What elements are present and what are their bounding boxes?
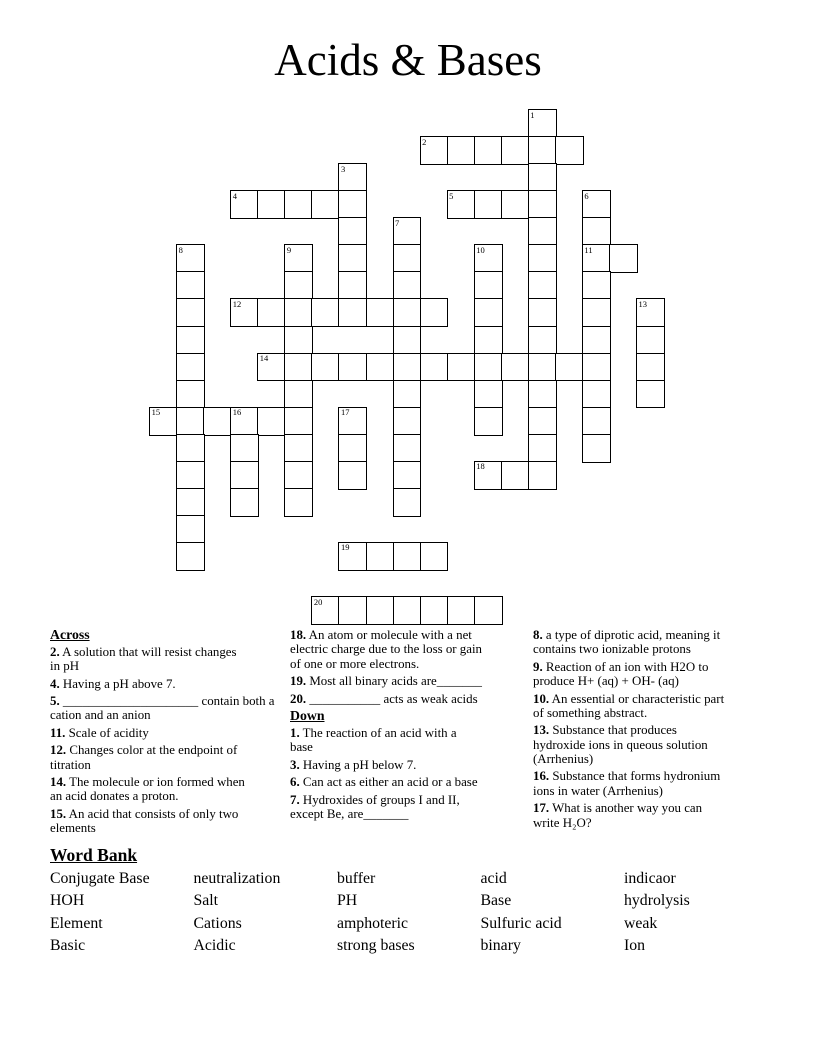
- grid-cell[interactable]: [528, 353, 557, 382]
- grid-cell[interactable]: [284, 380, 313, 409]
- grid-cell[interactable]: [176, 407, 205, 436]
- grid-cell[interactable]: [528, 217, 557, 246]
- grid-cell[interactable]: [257, 190, 286, 219]
- grid-cell-5[interactable]: [447, 190, 476, 219]
- grid-cell[interactable]: [393, 353, 422, 382]
- clue-text: An essential or characteristic part of something abstract.: [533, 691, 725, 720]
- cell-number: 17: [340, 407, 350, 418]
- grid-cell[interactable]: [420, 298, 449, 327]
- word-bank-item: Base: [480, 892, 512, 910]
- grid-cell[interactable]: [582, 407, 611, 436]
- clue-text: An atom or molecule with a net electric charge due to the loss or gain of one or more electrons.: [290, 628, 482, 671]
- grid-cell[interactable]: [284, 353, 313, 382]
- grid-cell[interactable]: [176, 353, 205, 382]
- grid-cell[interactable]: [447, 596, 476, 625]
- grid-cell[interactable]: [582, 353, 611, 382]
- clue-number: 18.: [290, 628, 307, 642]
- clues-column-right: [533, 628, 771, 833]
- grid-cell[interactable]: [393, 380, 422, 409]
- grid-cell[interactable]: [366, 353, 395, 382]
- clue-text: Substance that produces hydroxide ions in queous solution (Arrhenius): [533, 723, 708, 766]
- clues-column-middle: [290, 628, 526, 824]
- grid-cell[interactable]: [230, 434, 259, 463]
- grid-cell[interactable]: [501, 461, 530, 490]
- clue-number: 8.: [533, 628, 543, 642]
- clue-number: 9.: [533, 659, 543, 674]
- clue-number: 5.: [50, 694, 60, 709]
- word-bank-item: acid: [480, 870, 507, 887]
- cell-number: 6: [584, 190, 589, 201]
- grid-cell[interactable]: [528, 326, 557, 355]
- grid-cell[interactable]: [582, 380, 611, 409]
- clue-text: Having a pH below 7.: [299, 757, 417, 772]
- grid-cell[interactable]: [284, 298, 313, 327]
- grid-cell[interactable]: [176, 271, 205, 300]
- clue-number: 7.: [290, 792, 300, 807]
- grid-cell[interactable]: [311, 298, 340, 327]
- cell-number: 2: [422, 136, 427, 147]
- grid-cell[interactable]: [338, 434, 367, 463]
- clue-number: 16.: [533, 769, 550, 784]
- grid-cell[interactable]: [393, 244, 422, 273]
- grid-cell-1[interactable]: [528, 109, 557, 138]
- clue-down-17: [533, 801, 771, 830]
- grid-cell-15[interactable]: [149, 407, 178, 436]
- grid-cell[interactable]: [474, 298, 503, 327]
- grid-cell[interactable]: [528, 380, 557, 409]
- grid-cell[interactable]: [284, 407, 313, 436]
- grid-cell[interactable]: [366, 596, 395, 625]
- grid-cell[interactable]: [338, 596, 367, 625]
- cell-number: 7: [395, 217, 400, 228]
- word-bank-heading: Word Bank: [50, 845, 138, 865]
- grid-cell[interactable]: [582, 298, 611, 327]
- grid-cell[interactable]: [501, 136, 530, 165]
- grid-cell[interactable]: [528, 461, 557, 490]
- grid-cell-9[interactable]: [284, 244, 313, 273]
- grid-cell-16[interactable]: [230, 407, 259, 436]
- grid-cell[interactable]: [393, 434, 422, 463]
- word-bank-item: hydrolysis: [624, 892, 690, 910]
- grid-cell[interactable]: [420, 596, 449, 625]
- clue-text: Can act as either an acid or a base: [299, 775, 478, 790]
- clue-number: 13.: [533, 723, 550, 738]
- cell-number: 13: [638, 298, 647, 309]
- word-bank-item: Cations: [193, 914, 242, 932]
- grid-cell[interactable]: [284, 488, 313, 517]
- grid-cell[interactable]: [528, 136, 557, 165]
- clue-text: Scale of acidity: [65, 725, 149, 740]
- cell-number: 19: [340, 542, 350, 553]
- grid-cell-18[interactable]: [474, 461, 503, 490]
- clue-number: 4.: [50, 676, 60, 691]
- clue-number: 12.: [50, 743, 67, 758]
- clue-text: ___________ acts as weak acids: [306, 691, 478, 706]
- clue-across-20: [290, 692, 526, 706]
- clue-number: 11.: [50, 725, 66, 740]
- clue-text: A solution that will resist changes in pH: [50, 644, 237, 674]
- word-bank-item: weak: [624, 914, 658, 932]
- across-heading: Across: [50, 627, 90, 642]
- clue-number: 1.: [290, 725, 300, 740]
- grid-cell[interactable]: [338, 271, 367, 300]
- word-bank-item: buffer: [337, 870, 376, 887]
- word-bank-item: PH: [337, 892, 358, 910]
- grid-cell[interactable]: [582, 271, 611, 300]
- grid-cell-3[interactable]: [338, 163, 367, 192]
- clue-number: 20.: [290, 691, 307, 706]
- grid-cell[interactable]: [555, 136, 584, 165]
- clues-column-left: [50, 628, 290, 839]
- cell-number: 10: [476, 244, 485, 255]
- grid-cell[interactable]: [393, 542, 422, 571]
- grid-cell[interactable]: [393, 271, 422, 300]
- word-bank-item: Element: [50, 914, 103, 932]
- word-bank-item: Sulfuric acid: [480, 914, 562, 932]
- grid-cell[interactable]: [474, 271, 503, 300]
- clue-text: Having a pH above 7.: [59, 676, 176, 691]
- grid-cell[interactable]: [474, 407, 503, 436]
- clue-number: 2.: [50, 644, 60, 659]
- word-bank-item: Ion: [624, 937, 646, 955]
- clue-down-9: [533, 660, 771, 689]
- grid-cell[interactable]: [474, 380, 503, 409]
- grid-cell-2[interactable]: [420, 136, 449, 165]
- clue-down-13: [533, 723, 771, 766]
- grid-cell[interactable]: [582, 217, 611, 246]
- clue-text: What is another way you can write H₂O?: [533, 801, 703, 830]
- grid-cell[interactable]: [311, 190, 340, 219]
- cell-number: 18: [476, 461, 485, 472]
- grid-cell[interactable]: [555, 353, 584, 382]
- grid-cell[interactable]: [176, 298, 205, 327]
- clue-across-11: [50, 726, 290, 740]
- grid-cell-12[interactable]: [230, 298, 259, 327]
- grid-cell[interactable]: [528, 163, 557, 192]
- cell-number: 4: [232, 190, 237, 201]
- word-bank-item: Acidic: [193, 937, 236, 955]
- word-bank-list: [50, 868, 766, 958]
- clue-text: Most all binary acids are_______: [306, 674, 482, 689]
- grid-cell[interactable]: [366, 298, 395, 327]
- grid-cell[interactable]: [474, 353, 503, 382]
- cell-number: 11: [584, 244, 593, 255]
- word-bank-item: HOH: [50, 892, 85, 910]
- word-bank-item: amphoteric: [337, 914, 409, 932]
- grid-cell-13[interactable]: [636, 298, 665, 327]
- grid-cell[interactable]: [176, 461, 205, 490]
- grid-cell[interactable]: [176, 515, 205, 544]
- grid-cell[interactable]: [338, 461, 367, 490]
- clue-text: a type of diprotic acid, meaning it contains two ionizable protons: [533, 628, 721, 657]
- word-bank-item: Salt: [193, 892, 219, 910]
- word-bank-item: indicaor: [624, 870, 676, 887]
- word-bank-item: Conjugate Base: [50, 870, 150, 887]
- clue-number: 17.: [533, 801, 550, 816]
- grid-cell[interactable]: [393, 461, 422, 490]
- grid-cell[interactable]: [176, 434, 205, 463]
- clue-down-16: [533, 769, 771, 798]
- grid-cell-20[interactable]: [311, 596, 340, 625]
- clue-across-15: [50, 807, 290, 836]
- grid-cell-10[interactable]: [474, 244, 503, 273]
- grid-cell[interactable]: [393, 298, 422, 327]
- cell-number: 1: [530, 109, 535, 120]
- grid-cell[interactable]: [393, 407, 422, 436]
- clue-down-6: [290, 775, 526, 789]
- page-title: Acids & Bases: [274, 35, 542, 85]
- grid-cell-6[interactable]: [582, 190, 611, 219]
- clue-down-10: [533, 692, 771, 721]
- grid-cell[interactable]: [582, 326, 611, 355]
- grid-cell[interactable]: [609, 244, 638, 273]
- grid-cell[interactable]: [366, 542, 395, 571]
- clue-down-8: [533, 628, 771, 657]
- clue-across-4: [50, 677, 290, 691]
- grid-cell[interactable]: [528, 407, 557, 436]
- down-heading: Down: [290, 708, 325, 724]
- grid-cell[interactable]: [474, 326, 503, 355]
- grid-cell-11[interactable]: [582, 244, 611, 273]
- grid-cell[interactable]: [528, 190, 557, 219]
- clue-down-7: [290, 793, 526, 822]
- grid-cell[interactable]: [284, 271, 313, 300]
- grid-cell[interactable]: [176, 380, 205, 409]
- grid-cell[interactable]: [284, 326, 313, 355]
- cell-number: 20: [313, 596, 323, 607]
- grid-cell[interactable]: [528, 434, 557, 463]
- grid-cell[interactable]: [420, 353, 449, 382]
- grid-cell[interactable]: [528, 244, 557, 273]
- grid-cell-17[interactable]: [338, 407, 367, 436]
- clue-across-19: [290, 674, 526, 688]
- clue-number: 3.: [290, 757, 300, 772]
- clue-number: 19.: [290, 674, 307, 689]
- grid-cell-14[interactable]: [257, 353, 286, 382]
- clue-number: 15.: [50, 806, 67, 821]
- cell-number: 5: [449, 190, 454, 201]
- grid-cell[interactable]: [338, 190, 367, 219]
- grid-cell[interactable]: [230, 488, 259, 517]
- grid-cell[interactable]: [284, 190, 313, 219]
- grid-cell-19[interactable]: [338, 542, 367, 571]
- cell-number: 12: [232, 298, 242, 309]
- clue-down-1: [290, 726, 526, 755]
- grid-cell-4[interactable]: [230, 190, 259, 219]
- clue-text: The reaction of an acid with a base: [290, 725, 457, 755]
- word-bank-item: strong bases: [337, 937, 415, 955]
- grid-cell[interactable]: [338, 353, 367, 382]
- clue-text: The molecule or ion formed when an acid donates a proton.: [50, 775, 245, 804]
- grid-cell[interactable]: [447, 353, 476, 382]
- grid-cell[interactable]: [257, 407, 286, 436]
- cell-number: 16: [232, 407, 242, 418]
- clue-across-2: [50, 645, 290, 674]
- grid-cell[interactable]: [176, 542, 205, 571]
- grid-cell-8[interactable]: [176, 244, 205, 273]
- grid-cell[interactable]: [501, 190, 530, 219]
- grid-cell[interactable]: [284, 434, 313, 463]
- grid-cell[interactable]: [284, 461, 313, 490]
- clue-text: Changes color at the endpoint of titration: [50, 743, 238, 772]
- clue-text: _____________________ contain both a cation and an anion: [50, 694, 275, 723]
- grid-cell[interactable]: [393, 488, 422, 517]
- grid-cell[interactable]: [582, 434, 611, 463]
- grid-cell[interactable]: [338, 244, 367, 273]
- clue-across-18: [290, 628, 526, 671]
- cell-number: 3: [340, 163, 346, 174]
- grid-cell[interactable]: [203, 407, 232, 436]
- grid-cell[interactable]: [474, 190, 503, 219]
- grid-cell[interactable]: [528, 298, 557, 327]
- grid-cell[interactable]: [176, 326, 205, 355]
- cell-number: 8: [178, 244, 183, 255]
- grid-cell[interactable]: [474, 136, 503, 165]
- clue-text: Substance that forms hydronium ions in water (Arrhenius): [533, 769, 721, 798]
- grid-cell[interactable]: [393, 596, 422, 625]
- grid-cell[interactable]: [176, 488, 205, 517]
- grid-cell[interactable]: [338, 217, 367, 246]
- grid-cell[interactable]: [636, 326, 665, 355]
- clue-across-5: [50, 694, 290, 723]
- grid-cell[interactable]: [636, 353, 665, 382]
- cell-number: 9: [286, 244, 292, 255]
- grid-cell[interactable]: [311, 353, 340, 382]
- clue-down-3: [290, 758, 526, 772]
- word-bank-item: binary: [480, 937, 521, 955]
- word-bank-item: neutralization: [193, 870, 281, 887]
- grid-cell[interactable]: [230, 461, 259, 490]
- grid-cell-7[interactable]: [393, 217, 422, 246]
- clue-number: 10.: [533, 691, 550, 706]
- grid-cell[interactable]: [257, 298, 286, 327]
- cell-number: 14: [259, 353, 269, 364]
- clue-number: 6.: [290, 775, 300, 790]
- word-bank-item: Basic: [50, 937, 86, 955]
- grid-cell[interactable]: [420, 542, 449, 571]
- grid-cell[interactable]: [447, 136, 476, 165]
- clue-text: An acid that consists of only two elements: [50, 806, 239, 836]
- grid-cell[interactable]: [338, 298, 367, 327]
- clue-text: Reaction of an ion with H2O to produce H+ (aq) + OH- (aq): [533, 659, 709, 689]
- clue-number: 14.: [50, 775, 67, 790]
- grid-cell[interactable]: [501, 353, 530, 382]
- clue-across-12: [50, 743, 290, 772]
- grid-cell[interactable]: [528, 271, 557, 300]
- grid-cell[interactable]: [393, 326, 422, 355]
- clue-across-14: [50, 775, 290, 804]
- clue-text: Hydroxides of groups I and II, except Be, are_______: [290, 792, 460, 821]
- grid-cell[interactable]: [636, 380, 665, 409]
- cell-number: 15: [151, 407, 161, 418]
- grid-cell[interactable]: [474, 596, 503, 625]
